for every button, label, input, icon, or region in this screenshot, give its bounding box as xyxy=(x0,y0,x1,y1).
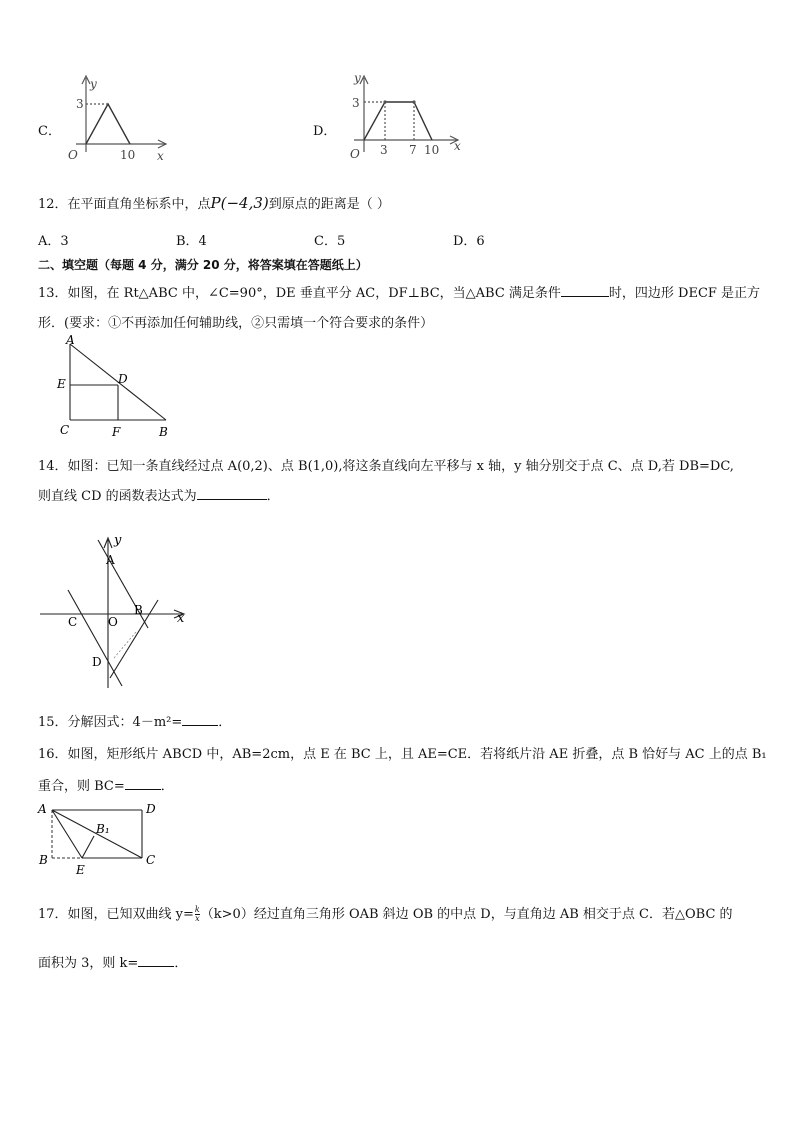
q17-answer-blank xyxy=(138,954,174,967)
graph-d-x-tick-10: 10 xyxy=(424,143,440,157)
q16-answer-blank xyxy=(125,777,161,790)
q12-option-d: D．6 xyxy=(453,234,485,249)
q14-figure xyxy=(38,528,193,690)
question-14-line-1: 14．如图：已知一条直线经过点 A(0,2)、点 B(1,0),将这条直线向左平移与 x 轴，y 轴分别交于点 C、点 D,若 DB=DC, xyxy=(38,459,734,474)
q12-option-a: A．3 xyxy=(38,234,69,249)
question-16-line-2: 重合，则 BC= ． xyxy=(38,779,174,794)
k-over-x-fraction: $\frac{k}{x}$ xyxy=(194,905,200,923)
q14-label-c: C xyxy=(68,615,78,629)
q13-label-f: F xyxy=(112,425,121,439)
q14-label-x: x xyxy=(177,611,185,626)
graph-c-y-label: y xyxy=(90,77,97,91)
q14-label-y: y xyxy=(114,533,122,548)
q13-figure xyxy=(54,334,179,442)
q14-label-o: O xyxy=(108,615,118,629)
question-13-line-2: 形．(要求：①不再添加任何辅助线，②只需填一个符合要求的条件） xyxy=(38,316,434,331)
question-15: 15．分解因式：4－m²= ． xyxy=(38,715,232,730)
point-p: P(−4,3) xyxy=(210,194,269,212)
q12-option-c: C．5 xyxy=(314,234,346,249)
graph-c-x-tick: 10 xyxy=(120,148,136,162)
q16-label-b: B xyxy=(39,853,48,867)
graph-option-d xyxy=(340,72,468,167)
q14-label-d: D xyxy=(92,655,102,669)
q16-label-a: A xyxy=(38,802,47,816)
graph-c-x-label: x xyxy=(157,149,164,163)
q16-label-e: E xyxy=(76,863,85,877)
question-13-line-1: 13．如图，在 Rt△ABC 中，∠C=90°，DE 垂直平分 AC，DF⊥BC，当△ABC 满足条件 时，四边形 DECF 是正方 xyxy=(38,286,761,301)
option-d-label: D． xyxy=(313,124,337,139)
q14-label-a: A xyxy=(106,553,115,567)
question-14-line-2: 则直线 CD 的函数表达式为 ． xyxy=(38,489,280,504)
question-17-line-2: 面积为 3，则 k= ． xyxy=(38,956,188,971)
graph-d-x-tick-7: 7 xyxy=(409,143,417,157)
q14-label-b: B xyxy=(134,603,143,617)
option-c-label: C． xyxy=(38,124,61,139)
question-16-line-1: 16．如图，矩形纸片 ABCD 中，AB=2cm，点 E 在 BC 上，且 AE=CE．若将纸片沿 AE 折叠，点 B 恰好与 AC 上的点 B₁ xyxy=(38,747,767,762)
q12-option-b: B．4 xyxy=(176,234,207,249)
graph-option-c xyxy=(62,72,172,167)
q13-label-e: E xyxy=(57,377,66,391)
q13-label-c: C xyxy=(60,423,70,437)
q16-label-c: C xyxy=(146,853,156,867)
graph-d-x-label: x xyxy=(454,139,461,153)
q13-label-a: A xyxy=(66,334,75,347)
graph-d-y-label: y xyxy=(354,72,361,85)
q13-label-b: B xyxy=(159,425,168,439)
graph-d-x-tick-3: 3 xyxy=(380,143,388,157)
q16-figure xyxy=(36,800,166,878)
q16-label-d: D xyxy=(146,802,156,816)
q15-answer-blank xyxy=(182,713,218,726)
section-2-title: 二、填空题（每题 4 分，满分 20 分，将答案填在答题纸上） xyxy=(38,258,368,272)
question-12-stem: 12．在平面直角坐标系中，点P(−4,3)到原点的距离是（ ） xyxy=(38,194,390,212)
q14-answer-blank xyxy=(197,487,267,500)
q13-answer-blank xyxy=(561,284,609,297)
q16-label-b1: B₁ xyxy=(96,822,110,836)
graph-d-origin: O xyxy=(350,147,360,161)
graph-d-y-tick: 3 xyxy=(352,96,360,110)
graph-c-y-tick: 3 xyxy=(76,97,84,111)
graph-c-origin: O xyxy=(68,148,78,162)
q13-label-d: D xyxy=(118,372,128,386)
question-17-line-1: 17．如图，已知双曲线 y= $\frac{k}{x}$ （k>0）经过直角三角形 OAB 斜边 OB 的中点 D，与直角边 AB 相交于点 C．若△OBC 的 xyxy=(38,905,733,923)
